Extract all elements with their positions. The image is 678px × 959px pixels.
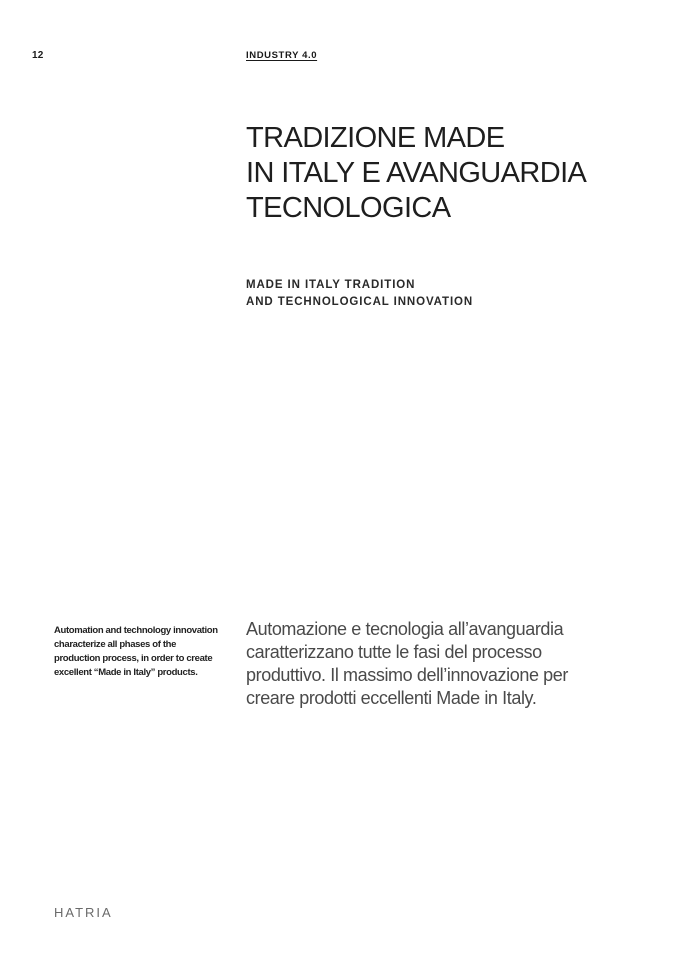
page-subtitle-line: MADE IN ITALY TRADITION [246, 279, 416, 291]
page-number: 12 [32, 50, 44, 61]
brand-logo: HATRIA [54, 905, 113, 920]
side-note-line: Automation and technology innovation [54, 625, 218, 636]
page-subtitle [246, 277, 473, 311]
body-line: Automazione e tecnologia all’avanguardia [246, 619, 564, 639]
side-note-line: excellent “Made in Italy” products. [54, 667, 198, 678]
body-line: creare prodotti eccellenti Made in Italy. [246, 688, 537, 708]
body-line: caratterizzano tutte le fasi del processo [246, 642, 542, 662]
page-title [246, 121, 656, 226]
side-note-line: characterize all phases of the [54, 639, 177, 650]
body-paragraph [246, 618, 656, 710]
side-note [54, 624, 234, 680]
page-title-line: TRADIZIONE MADE [246, 122, 505, 154]
page-title-line: TECNOLOGICA [246, 192, 451, 224]
section-label: INDUSTRY 4.0 [246, 50, 318, 61]
page-title-line: IN ITALY E AVANGUARDIA [246, 157, 587, 189]
side-note-line: production process, in order to create [54, 653, 213, 664]
page-subtitle-line: AND TECHNOLOGICAL INNOVATION [246, 296, 474, 308]
body-line: produttivo. Il massimo dell’innovazione per [246, 665, 568, 685]
